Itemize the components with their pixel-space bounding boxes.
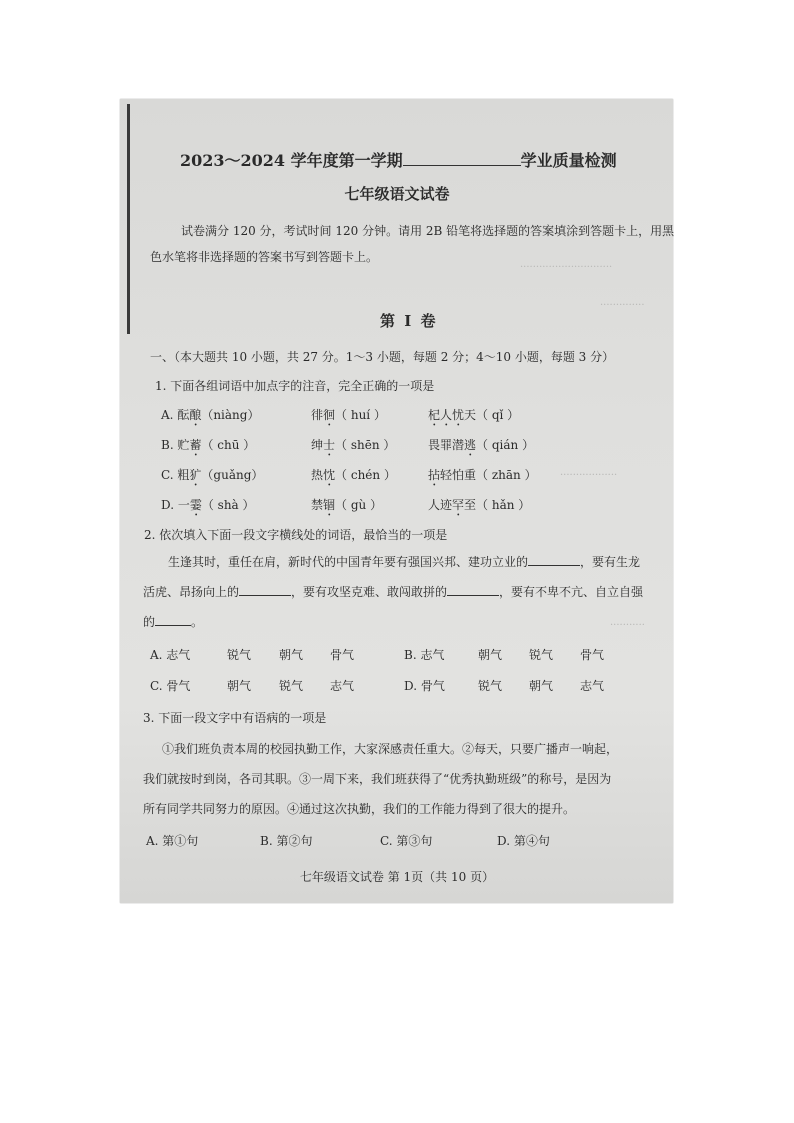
option-word: 骨气: [580, 648, 605, 662]
title-blank-line: [403, 151, 521, 166]
option-label: C.: [161, 468, 178, 482]
volume-title: 第 Ⅰ 卷: [380, 312, 438, 330]
pinyin: （ huí ）: [335, 408, 386, 422]
pinyin: （guǎng）: [201, 468, 264, 482]
option-word: 锐气: [227, 648, 252, 662]
q3-option-c: C. 第③句: [380, 834, 433, 848]
word-char: 热: [311, 468, 324, 482]
q2-passage-line-3: [143, 607, 203, 637]
exam-title: [180, 148, 617, 171]
passage-text: 生逢其时，重任在肩，新时代的中国青年要有强国兴邦、建功立业的: [168, 555, 529, 569]
q1-option-d-word-2: [311, 496, 382, 519]
bleed-through-text: ··············: [600, 300, 645, 311]
word-char: 徘: [311, 408, 324, 422]
q3-passage-line-2: 我们就按时到岗，各司其职。③一周下来，我们班获得了“优秀执勤班级”的称号，是因为: [143, 772, 612, 786]
dotted-char: 酿: [189, 408, 202, 422]
question-3-stem: 3. 下面一段文字中有语病的一项是: [143, 711, 327, 725]
q1-option-b: [161, 436, 255, 459]
word-char: 天: [464, 408, 477, 422]
pinyin: （ chén ）: [335, 468, 396, 482]
q2-option-d: D. 骨气: [404, 679, 445, 693]
q1-option-c-word-2: [311, 466, 396, 489]
pinyin: （ zhān ）: [476, 468, 537, 482]
q1-option-b-word-2: [311, 436, 395, 459]
fill-blank-line: [155, 613, 191, 626]
dotted-char: 士: [323, 438, 336, 452]
passage-text: 。: [191, 615, 204, 629]
q1-option-c-word-3: [428, 466, 537, 489]
option-word: 志气: [330, 679, 355, 693]
question-1-stem: 1. 下面各组词语中加点字的注音，完全正确的一项是: [155, 379, 435, 393]
q1-option-b-word-3: [428, 436, 534, 459]
q1-option-a-word-3: [428, 406, 519, 429]
passage-text: ，要有不卑不亢、自立自强: [499, 585, 644, 599]
section-heading: 一、（本大题共 10 小题，共 27 分。1～3 小题，每题 2 分；4～10 小题，每题 3 分）: [150, 350, 615, 364]
option-label: A.: [161, 408, 178, 422]
dotted-char: 逃: [464, 438, 477, 452]
option-word: A. 志气: [150, 648, 191, 662]
pinyin: （ shēn ）: [335, 438, 396, 452]
dotted-char: 蓄: [189, 438, 202, 452]
dotted-char: 拈: [428, 468, 441, 482]
pinyin: （ qǐ ）: [476, 408, 520, 422]
title-prefix: 2023～2024 学年度第一学期: [180, 151, 403, 170]
word-char: 畏罪潜: [428, 438, 465, 452]
q3-option-b: B. 第②句: [260, 834, 313, 848]
word-char: 人迹: [428, 498, 453, 512]
passage-text: ，要有攻坚克难、敢闯敢拼的: [291, 585, 448, 599]
q3-passage-line-3: 所有同学共同努力的原因。④通过这次执勤，我们的工作能力得到了很大的提升。: [143, 802, 576, 816]
word-char: 禁: [311, 498, 324, 512]
q2-option-c: C. 骨气: [150, 679, 191, 693]
option-word: 朝气: [478, 648, 503, 662]
dotted-char: 杞人忧: [428, 408, 465, 422]
dotted-char: 霎: [189, 498, 202, 512]
fill-blank-line: [447, 583, 499, 596]
pinyin: （ chū ）: [201, 438, 256, 452]
q1-option-d: [161, 496, 255, 519]
option-label: D.: [161, 498, 178, 512]
fill-blank-line: [528, 553, 580, 566]
pinyin: 至（ hǎn ）: [464, 498, 531, 512]
q1-option-a: [161, 406, 259, 429]
passage-text: ，要有生龙: [580, 555, 641, 569]
title-suffix: 学业质量检测: [520, 151, 617, 170]
dotted-char: 徊: [323, 408, 336, 422]
pinyin: （ qián ）: [476, 438, 535, 452]
exam-subtitle: 七年级语文试卷: [344, 185, 450, 203]
q2-passage-line-1: [168, 547, 640, 577]
fill-blank-line: [239, 583, 291, 596]
bleed-through-text: ··················: [560, 470, 618, 481]
option-word: 锐气: [279, 679, 304, 693]
q1-option-c: [161, 466, 263, 489]
dotted-char: 罕: [452, 498, 465, 512]
dotted-char: 犷: [189, 468, 202, 482]
option-word: 朝气: [227, 679, 252, 693]
option-word: 骨气: [330, 648, 355, 662]
q1-option-a-word-2: [311, 406, 386, 429]
page-footer: 七年级语文试卷 第 1页（共 10 页）: [299, 870, 495, 884]
bleed-through-text: ·····························: [520, 262, 613, 273]
option-label: B.: [161, 438, 178, 452]
paper-edge-shadow: [127, 104, 130, 334]
q2-passage-line-2: [143, 577, 643, 607]
word-char: 粗: [177, 468, 190, 482]
option-word: 志气: [580, 679, 605, 693]
q1-option-d-word-3: [428, 496, 530, 519]
instructions-line-1: 试卷满分 120 分，考试时间 120 分钟。请用 2B 铅笔将选择题的答案填涂到答题卡上，用黑: [181, 224, 675, 238]
q3-option-d: D. 第④句: [497, 834, 550, 848]
pinyin: （ gù ）: [335, 498, 383, 512]
q2-option-a: [150, 646, 190, 663]
option-word: 朝气: [529, 679, 554, 693]
word-char: 绅: [311, 438, 324, 452]
passage-text: 的: [143, 615, 156, 629]
option-word: 朝气: [279, 648, 304, 662]
bleed-through-text: ···········: [610, 620, 645, 631]
word-char: 一: [177, 498, 190, 512]
q2-option-b: B. 志气: [404, 648, 445, 662]
pinyin: （niàng）: [201, 408, 260, 422]
dotted-char: 锢: [323, 498, 336, 512]
dotted-char: 忱: [323, 468, 336, 482]
q3-passage-line-1: ①我们班负责本周的校园执勤工作，大家深感责任重大。②每天，只要广播声一响起，: [162, 742, 619, 756]
option-word: 锐气: [529, 648, 554, 662]
question-2-stem: 2. 依次填入下面一段文字横线处的词语，最恰当的一项是: [144, 528, 448, 542]
q3-option-a: A. 第①句: [146, 834, 199, 848]
instructions-line-2: 色水笔将非选择题的答案书写到答题卡上。: [150, 250, 379, 264]
option-word: 锐气: [478, 679, 503, 693]
pinyin: （ shà ）: [201, 498, 255, 512]
passage-text: 活虎、昂扬向上的: [143, 585, 240, 599]
word-char: 贮: [177, 438, 190, 452]
word-char: 酝: [177, 408, 190, 422]
word-char: 轻怕重: [440, 468, 477, 482]
